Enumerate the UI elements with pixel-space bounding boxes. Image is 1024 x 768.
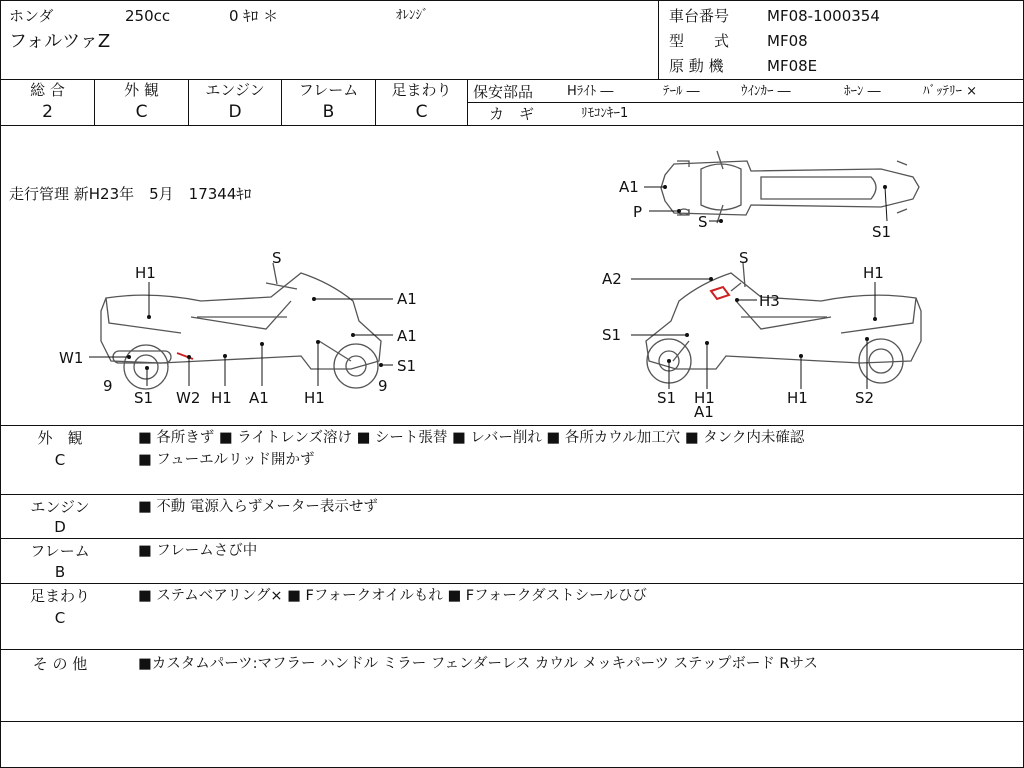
- key-label: カ ギ: [489, 105, 535, 123]
- note-engine-label: エンジン: [30, 498, 90, 516]
- scooter-right-view: [596, 246, 941, 421]
- marker-label: H1: [211, 389, 232, 407]
- marker-label: A1: [694, 403, 714, 421]
- note-engine-grade: D: [54, 518, 66, 536]
- note-exterior-grade: C: [54, 451, 66, 469]
- divider: [1, 583, 1023, 584]
- divider: [1, 425, 1023, 426]
- grade-engine-label: エンジン: [205, 81, 265, 99]
- safety-battery: ﾊﾞｯﾃﾘｰ ×: [923, 84, 978, 99]
- grade-frame-label: フレーム: [298, 81, 359, 99]
- divider: [1, 125, 1023, 126]
- grade-frame-value: B: [322, 102, 335, 122]
- note-frame-grade: B: [54, 563, 66, 581]
- marker-label: A1: [397, 327, 417, 345]
- mileage: 0 ｷﾛ ＊: [229, 7, 279, 25]
- scooter-top-view: [601, 146, 941, 246]
- marker-label: W1: [59, 349, 84, 367]
- note-suspension-line: ■ ステムベアリング× ■ Fフォークオイルもれ ■ Fフォークダストシールひび: [138, 588, 647, 604]
- safety-headlight: Hﾗｲﾄ ―: [567, 84, 614, 99]
- frame-number-label: 車台番号: [669, 7, 730, 25]
- maker: ホンダ: [9, 7, 54, 25]
- divider: [1, 494, 1023, 495]
- note-engine-line: ■ 不動 電源入らずメーター表示せず: [138, 499, 378, 515]
- grade-suspension-value: C: [415, 102, 428, 122]
- marker-label: 9: [103, 377, 113, 395]
- note-suspension-label: 足まわり: [29, 587, 90, 605]
- safety-horn: ﾎｰﾝ ―: [844, 84, 881, 99]
- note-suspension-grade: C: [54, 609, 66, 627]
- divider: [467, 102, 1023, 103]
- marker-label: W2: [176, 389, 201, 407]
- marker-label: A1: [249, 389, 269, 407]
- grade-exterior-label: 外 観: [124, 81, 159, 99]
- running-record: 走行管理 新H23年 5月 17344ｷﾛ: [9, 185, 252, 203]
- divider: [1, 538, 1023, 539]
- marker-label: S1: [657, 389, 677, 407]
- marker-label: S1: [872, 223, 892, 241]
- type-value: MF08: [767, 32, 808, 50]
- divider: [1, 649, 1023, 650]
- grade-overall-label: 総 合: [30, 81, 65, 99]
- marker-label: 9: [378, 377, 388, 395]
- marker-label: H1: [304, 389, 325, 407]
- safety-label: 保安部品: [473, 83, 534, 101]
- note-frame-label: フレーム: [30, 542, 90, 560]
- note-exterior-line: ■ 各所きず ■ ライトレンズ溶け ■ シート張替 ■ レバー削れ ■ 各所カウル加工穴 ■ タンク内未確認: [138, 430, 805, 446]
- grade-engine-value: D: [228, 102, 242, 122]
- safety-winker: ｳｲﾝｶｰ ―: [741, 84, 791, 99]
- scooter-left-view: [51, 246, 431, 411]
- marker-label: S: [272, 249, 282, 267]
- grade-overall-value: 2: [42, 102, 53, 122]
- marker-label: S2: [855, 389, 875, 407]
- grade-exterior-value: C: [135, 102, 148, 122]
- marker-label: A1: [397, 290, 417, 308]
- marker-label: S: [739, 249, 749, 267]
- marker-label: P: [633, 203, 643, 221]
- marker-label: H1: [863, 264, 884, 282]
- engine-value: MF08E: [767, 57, 818, 75]
- divider: [1, 79, 1023, 80]
- marker-label: H1: [694, 389, 715, 407]
- marker-label: S: [698, 213, 708, 231]
- key-value: ﾘﾓｺﾝｷｰ1: [581, 106, 629, 121]
- marker-label: A1: [619, 178, 639, 196]
- note-frame-line: ■ フレームさび中: [138, 543, 258, 559]
- marker-label: H1: [135, 264, 156, 282]
- safety-tail: ﾃｰﾙ ―: [663, 84, 700, 99]
- marker-label: S1: [397, 357, 417, 375]
- divider: [658, 1, 659, 79]
- marker-label: H1: [787, 389, 808, 407]
- marker-label: S1: [602, 326, 622, 344]
- divider: [1, 721, 1023, 722]
- color: ｵﾚﾝｼﾞ: [396, 8, 429, 23]
- frame-number: MF08-1000354: [767, 7, 880, 25]
- type-label: 型 式: [669, 32, 730, 50]
- note-other-line: ■カスタムパーツ:マフラー ハンドル ミラー フェンダーレス カウル メッキパーツ ステップボード Rサス: [138, 656, 818, 672]
- marker-label: A2: [602, 270, 622, 288]
- displacement: 250cc: [125, 7, 171, 25]
- model-name: フォルツァZ: [9, 31, 111, 52]
- note-exterior-label: 外 観: [37, 429, 83, 447]
- grade-suspension-label: 足まわり: [391, 81, 452, 99]
- note-other-label: そ の 他: [32, 655, 88, 673]
- marker-label: S1: [134, 389, 154, 407]
- marker-label: H3: [759, 292, 780, 310]
- engine-label: 原 動 機: [669, 57, 724, 75]
- note-exterior-line: ■ フューエルリッド開かず: [138, 452, 315, 468]
